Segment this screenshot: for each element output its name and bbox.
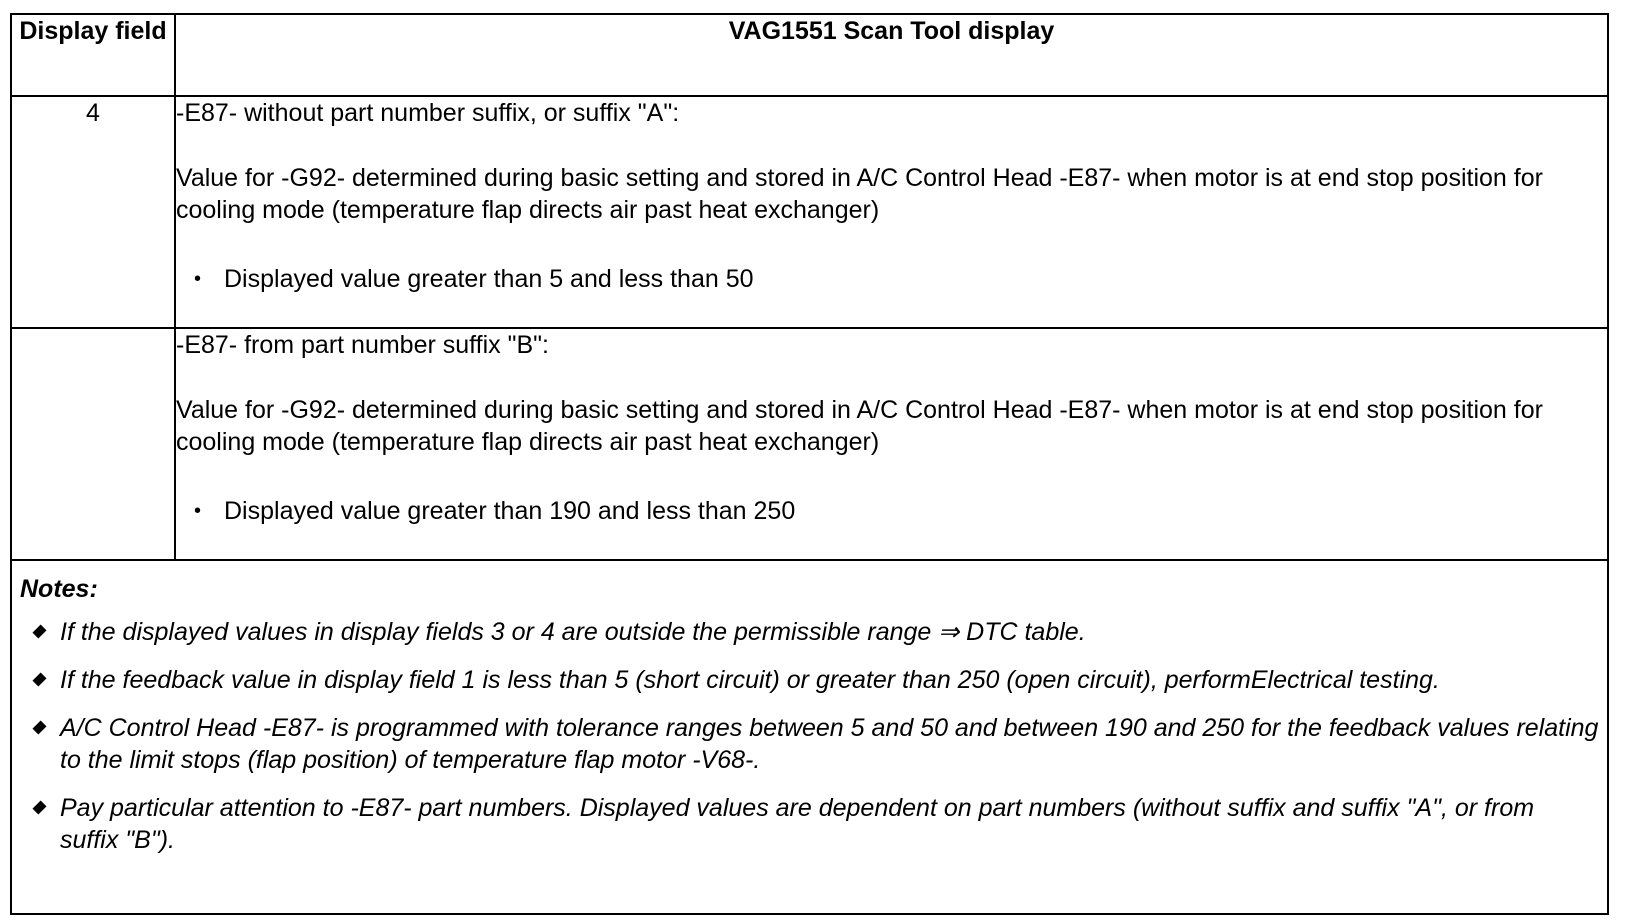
display-field-table: [10, 13, 1609, 561]
diamond-bullet-icon: [32, 800, 46, 814]
bullet-dot-icon: •: [194, 500, 202, 522]
bullet-text: Displayed value greater than 5 and less than 50: [224, 265, 754, 293]
note-item: [20, 616, 1599, 648]
note-text: If the feedback value in display field 1 is less than 5 (short circuit) or greater than 250 (open circuit), performElectrical testing.: [60, 666, 1440, 694]
note-item: [20, 664, 1599, 696]
field-number: [11, 328, 175, 560]
note-item: [20, 792, 1599, 856]
notes-section: [10, 563, 1609, 872]
table-header-row: [11, 14, 1608, 96]
row-intro: -E87- without part number suffix, or suffix "A":: [176, 99, 680, 127]
diamond-bullet-icon: [32, 672, 46, 686]
note-item: [20, 712, 1599, 776]
row-content: [175, 328, 1608, 560]
diamond-bullet-icon: [32, 720, 46, 734]
note-text: If the displayed values in display fields 3 or 4 are outside the permissible range ⇒ DTC table.: [60, 618, 1086, 646]
field-number: 4: [11, 96, 175, 328]
row-description: Value for -G92- determined during basic setting and stored in A/C Control Head -E87- when motor is at end stop position for cooling mode (temperature flap directs air past heat exchanger): [176, 396, 1543, 456]
bullet-item: [176, 263, 1607, 295]
row-content: [175, 96, 1608, 328]
header-display-field: Display field: [11, 14, 175, 96]
table-row: [11, 328, 1608, 560]
notes-title: Notes:: [20, 575, 98, 603]
header-scan-tool-display: VAG1551 Scan Tool display: [175, 14, 1608, 96]
table-row: [11, 96, 1608, 328]
row-description: Value for -G92- determined during basic setting and stored in A/C Control Head -E87- when motor is at end stop position for cooling mode (temperature flap directs air past heat exchanger): [176, 164, 1543, 224]
bullet-dot-icon: •: [194, 268, 202, 290]
note-text: Pay particular attention to -E87- part numbers. Displayed values are dependent on part numbers (without suffix and suffix "A", or from suffix "B").: [60, 794, 1535, 854]
row-intro: -E87- from part number suffix "B":: [176, 331, 549, 359]
bullet-item: [176, 495, 1607, 527]
diamond-bullet-icon: [32, 624, 46, 638]
note-text: A/C Control Head -E87- is programmed with tolerance ranges between 5 and 50 and between 190 and 250 for the feedback values relating to the limit stops (flap position) of temperature flap motor -V68-.: [60, 714, 1599, 774]
bullet-text: Displayed value greater than 190 and less than 250: [224, 497, 796, 525]
